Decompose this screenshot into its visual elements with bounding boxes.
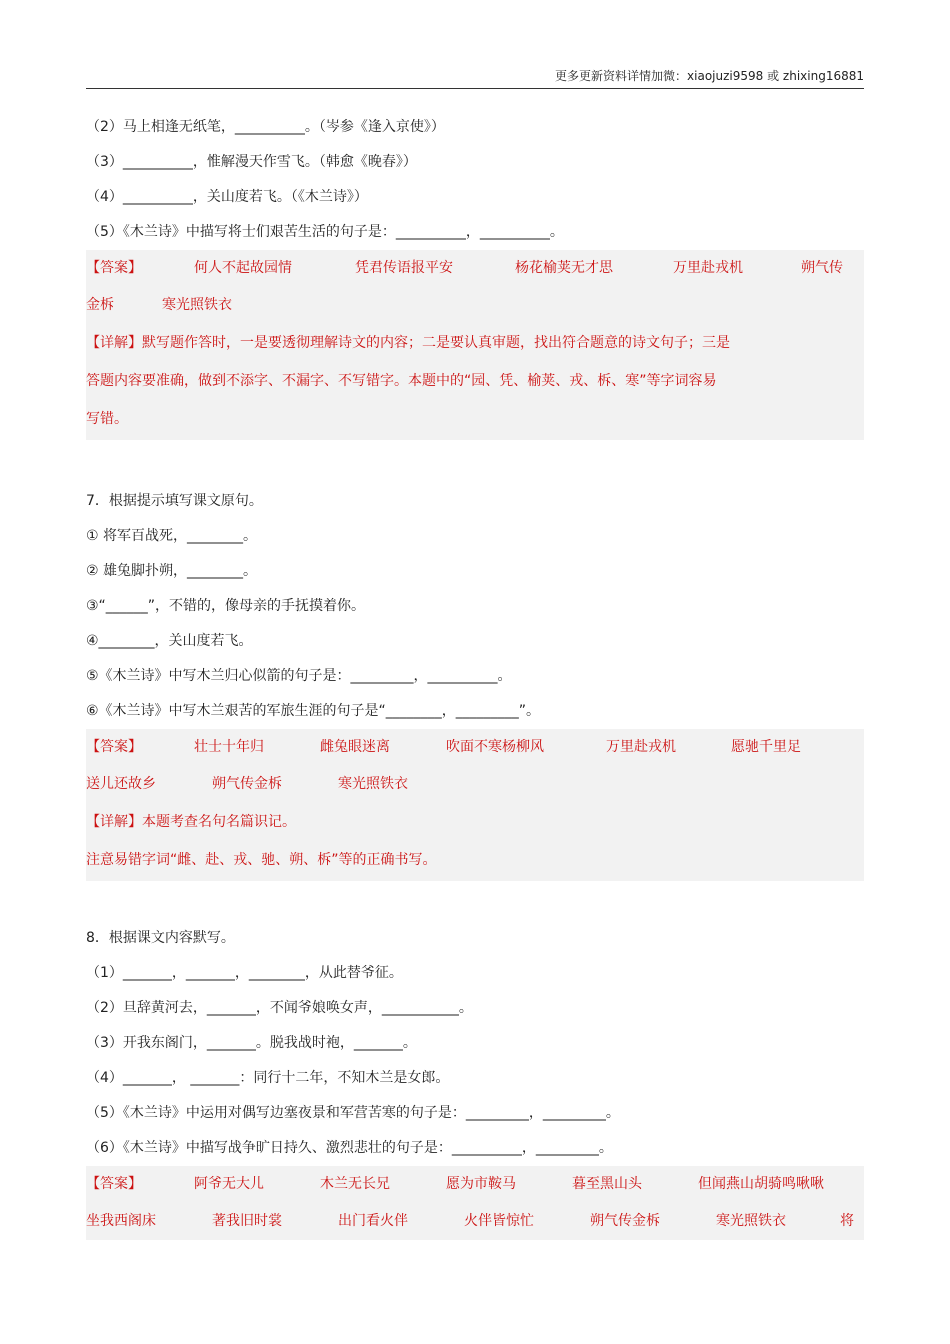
detail-block — [86, 803, 864, 879]
answer-item: 愿为市鞍马 — [446, 1176, 516, 1192]
answer-row — [86, 250, 864, 287]
answer-row — [86, 1166, 864, 1203]
question-line: ③“______”，不错的，像母亲的手抚摸着你。 — [86, 598, 366, 614]
answer-item: 寒光照铁衣 — [162, 297, 232, 313]
answer-item: 寒光照铁衣 — [338, 776, 408, 792]
answer-block-7 — [86, 729, 864, 881]
detail-line: 【详解】本题考查名句名篇识记。 — [86, 814, 296, 830]
answer-label: 【答案】 — [86, 1176, 142, 1192]
question-title: 7．根据提示填写课文原句。 — [86, 493, 263, 509]
answer-row — [86, 766, 864, 803]
answer-item: 何人不起故园情 — [194, 260, 292, 276]
question-title: 8．根据课文内容默写。 — [86, 930, 235, 946]
answer-row — [86, 729, 864, 766]
answer-item: 寒光照铁衣 — [716, 1213, 786, 1229]
answer-label: 【答案】 — [86, 260, 142, 276]
question-6-tail — [86, 110, 864, 250]
answer-item: 雌兔眼迷离 — [320, 739, 390, 755]
question-line: （3）__________，惟解漫天作雪飞。（韩愈《晚春》） — [86, 154, 417, 170]
question-line: ① 将军百战死，________。 — [86, 528, 258, 544]
question-line: （4）_______， _______：同行十二年，不知木兰是女郎。 — [86, 1070, 450, 1086]
question-line: ⑤《木兰诗》中写木兰归心似箭的句子是：_________，__________。 — [86, 668, 512, 684]
answer-block-6 — [86, 250, 864, 440]
answer-item: 朔气传 — [801, 260, 843, 276]
answer-label: 【答案】 — [86, 739, 142, 755]
answer-item: 火伴皆惊忙 — [464, 1213, 534, 1229]
answer-item: 金柝 — [86, 297, 114, 313]
detail-line: 【详解】默写题作答时，一是要透彻理解诗文的内容；二是要认真审题，找出符合题意的诗文句子；三是 — [86, 335, 730, 351]
header-contact-text: 更多更新资料详情加微：xiaojuzi9598 或 zhixing16881 — [555, 69, 864, 83]
answer-item: 送儿还故乡 — [86, 776, 156, 792]
answer-item: 暮至黑山头 — [572, 1176, 642, 1192]
question-line: （3）开我东阁门，_______。脱我战时袍，_______。 — [86, 1035, 417, 1051]
question-line: （6）《木兰诗》中描写战争旷日持久、激烈悲壮的句子是：__________，_________。 — [86, 1140, 613, 1156]
answer-row — [86, 287, 864, 324]
answer-item: 木兰无长兄 — [320, 1176, 390, 1192]
question-line: （1）_______，_______，________，从此替爷征。 — [86, 965, 403, 981]
question-line: ④________，关山度若飞。 — [86, 633, 253, 649]
document-body — [86, 110, 864, 1240]
detail-line: 答题内容要准确，做到不添字、不漏字、不写错字。本题中的“园、凭、榆荚、戎、柝、寒”等字词容易 — [86, 373, 717, 389]
answer-item: 朔气传金柝 — [590, 1213, 660, 1229]
answer-block-8 — [86, 1166, 864, 1240]
answer-item: 凭君传语报平安 — [355, 260, 453, 276]
answer-item: 出门看火伴 — [338, 1213, 408, 1229]
answer-item: 吹面不寒杨柳风 — [446, 739, 544, 755]
answer-item: 著我旧时裳 — [212, 1213, 282, 1229]
answer-item: 万里赴戎机 — [606, 739, 676, 755]
question-line: （4）__________，关山度若飞。（《木兰诗》） — [86, 189, 368, 205]
answer-item: 阿爷无大儿 — [194, 1176, 264, 1192]
answer-item: 坐我西阁床 — [86, 1213, 156, 1229]
answer-item: 但闻燕山胡骑鸣啾啾 — [698, 1176, 824, 1192]
question-line: （5）《木兰诗》中描写将士们艰苦生活的句子是：__________，__________。 — [86, 224, 564, 240]
answer-item: 愿驰千里足 — [731, 739, 801, 755]
answer-item: 壮士十年归 — [194, 739, 264, 755]
answer-item: 朔气传金柝 — [212, 776, 282, 792]
answer-item: 万里赴戎机 — [673, 260, 743, 276]
detail-block — [86, 324, 864, 438]
question-line: ② 雄兔脚扑朔，________。 — [86, 563, 258, 579]
question-line: （5）《木兰诗》中运用对偶写边塞夜景和军营苦寒的句子是：_________，_________。 — [86, 1105, 620, 1121]
answer-row — [86, 1203, 864, 1240]
question-line: （2）马上相逢无纸笔，__________。（岑参《逢入京使》） — [86, 119, 445, 135]
detail-line: 注意易错字词“雌、赴、戎、驰、朔、柝”等的正确书写。 — [86, 852, 437, 868]
question-8 — [86, 921, 864, 1166]
page-header — [86, 66, 864, 89]
answer-item: 将 — [840, 1213, 854, 1229]
question-7 — [86, 484, 864, 729]
question-line: ⑥《木兰诗》中写木兰艰苦的军旅生涯的句子是“________，_________”。 — [86, 703, 541, 719]
question-line: （2）旦辞黄河去，_______，不闻爷娘唤女声，___________。 — [86, 1000, 473, 1016]
detail-line: 写错。 — [86, 411, 128, 427]
answer-item: 杨花榆荚无才思 — [515, 260, 613, 276]
